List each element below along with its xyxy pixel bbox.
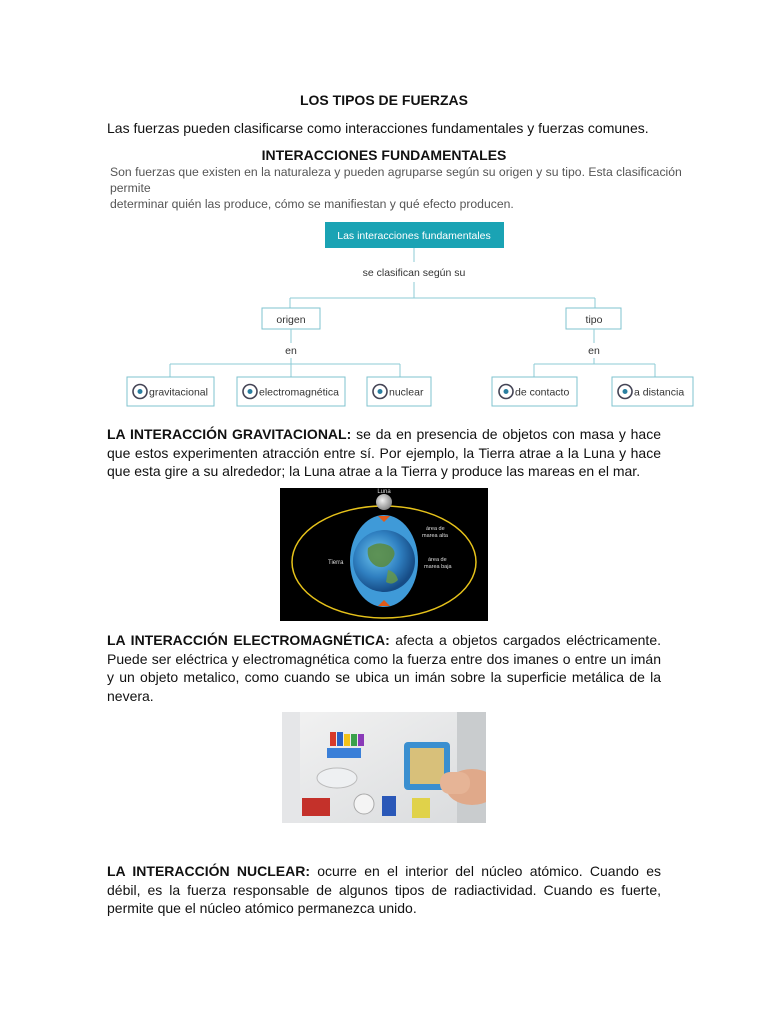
leaf-de-contacto (492, 377, 577, 406)
electromagnetic-paragraph (107, 631, 661, 705)
low-tide-label-2: marea baja (424, 564, 452, 570)
page-title: LOS TIPOS DE FUERZAS (299, 92, 468, 108)
leaf-nuclear (367, 377, 431, 406)
leaf-a-distancia (612, 377, 693, 406)
leaf-electromagnetica (237, 377, 345, 406)
svg-text:gravitacional: gravitacional (149, 386, 208, 399)
concept-map (110, 210, 710, 415)
section-subtitle: INTERACCIONES FUNDAMENTALES (261, 147, 507, 163)
low-tide-label-1: área de (428, 557, 447, 563)
root-connector-label: se clasifican según su (362, 267, 466, 279)
earth-label: Tierra (328, 560, 344, 566)
root-node-label: Las interacciones fundamentales (337, 230, 491, 242)
definition-line-2: determinar quién las produce, cómo se manifiestan y qué efecto producen. (110, 197, 514, 211)
moon-label: Luna (377, 489, 391, 495)
electromagnetic-heading: LA INTERACCIÓN ELECTROMAGNÉTICA: (107, 632, 390, 648)
nuclear-text: ocurre en el interior del núcleo atómico. Cuando es débil, es la fuerza responsable de algunos tipos de radiactividad. Cuando es fuerte, permite que el núcleo atómico permanezca unido. (107, 863, 661, 916)
svg-text:nuclear: nuclear (389, 386, 424, 399)
branch-connector-tipo: en (588, 345, 600, 357)
branch-connector-origen: en (285, 345, 297, 357)
nuclear-paragraph (107, 862, 661, 918)
svg-text:a distancia: a distancia (634, 386, 685, 399)
earth-moon-figure (280, 488, 488, 621)
fridge-magnets-photo (282, 712, 486, 823)
branch-label-tipo: tipo (585, 314, 603, 326)
gravitational-text: se da en presencia de objetos con masa y hace que estos experimenten atracción entre sí. Por ejemplo, la Tierra atrae a la Luna y hace que esta gire a su alrededor; la Luna atrae a la Tierra y produce las mareas en el mar. (107, 426, 662, 479)
leaf-gravitacional (127, 377, 214, 406)
high-tide-label-2: marea alta (422, 533, 448, 539)
electromagnetic-text: afecta a objetos cargados eléctricamente. Puede ser eléctrica y electromagnética como la fuerza entre dos imanes o entre un imán y un objeto metalico, como cuando se ubica un imán sobre la superficie metálica de la nevera. (107, 632, 661, 704)
svg-text:de contacto: de contacto (515, 386, 570, 399)
gravitational-paragraph (107, 425, 661, 481)
gravitational-heading: LA INTERACCIÓN GRAVITACIONAL: (107, 426, 352, 442)
high-tide-label-1: área de (426, 526, 445, 532)
branch-label-origen: origen (276, 314, 306, 326)
intro-paragraph: Las fuerzas pueden clasificarse como interacciones fundamentales y fuerzas comunes. (107, 120, 649, 136)
nuclear-heading: LA INTERACCIÓN NUCLEAR: (107, 863, 310, 879)
moon-globe (376, 494, 392, 510)
svg-text:electromagnética: electromagnética (259, 386, 339, 399)
definition-line-1: Son fuerzas que existen en la naturaleza y pueden agruparse según su origen y su tipo. Esta clasificación permite (110, 165, 682, 195)
definition-text (110, 164, 700, 212)
